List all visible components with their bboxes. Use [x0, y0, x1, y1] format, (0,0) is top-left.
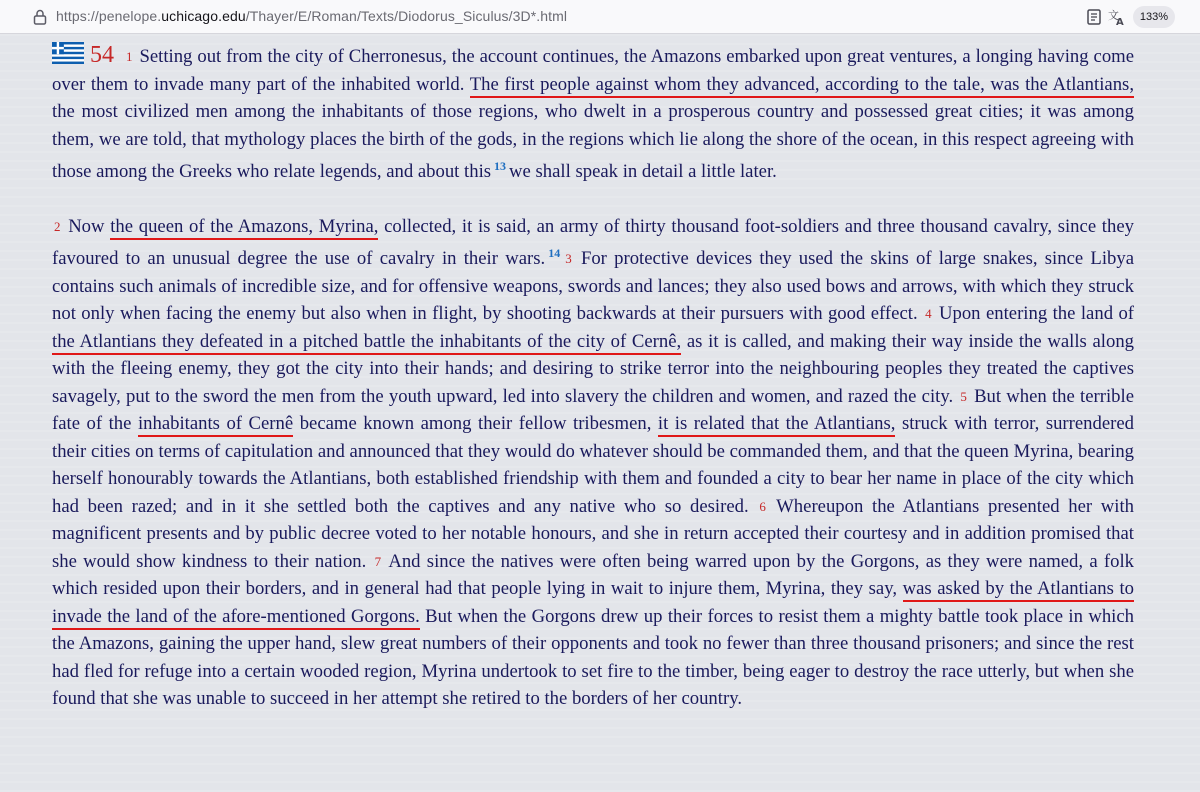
text-segment: became known among their fellow tribesmen, [299, 413, 652, 434]
text-segment: But when the terrible fate of the [52, 385, 1134, 434]
footnote-link-13[interactable]: 13 [494, 159, 507, 173]
section-number-5: 5 [960, 388, 967, 404]
text-segment: Whereupon the Atlantians presented her with magnificent presents and by public decree voted to her notable honours, and she in return accepted their courtesy and in addition promised that she would show kindness to their nation. [52, 495, 1135, 572]
translate-icon[interactable] [1107, 8, 1125, 26]
section-number-6: 6 [759, 498, 766, 514]
url-prefix: https://penelope. [56, 8, 162, 24]
chapter-number: 54 [90, 42, 114, 68]
svg-text:文: 文 [1108, 9, 1119, 22]
page-content [0, 34, 1200, 792]
highlighted-phrase: The first people against whom they advanced, according to the tale, was the Atlantians, [470, 74, 1134, 98]
text-segment: For protective devices they used the skins of large snakes, since Libya contains such animals of incredible size, and for offensive weapons, swords and lances; they also used bows and arrows, with which they struck not only when facing the enemy but also when in flight, by shooting backwards at their pursuers with good effect. [52, 248, 1135, 324]
article-text [52, 42, 1134, 713]
text-segment: But when the Gorgons drew up their forces to resist them a mighty battle took place in which the Amazons, gaining the upper hand, slew great numbers of their opponents and took no fewer than three thousand prisoners; and since the rest had fled for refuge into a certain wooded region, Myrina undertook to set fire to the timber, being eager to destroy the race utterly, but when she found that she was unable to succeed in her attempt she retired to the borders of her country. [52, 605, 1134, 709]
paragraph-1 [52, 42, 1134, 186]
url-path: /Thayer/E/Roman/Texts/Diodorus_Siculus/3D*.html [245, 8, 568, 24]
browser-toolbar [0, 0, 1200, 34]
highlighted-phrase: was asked by the Atlantians to invade the land of the afore-mentioned Gorgons. [52, 578, 1134, 630]
text-segment: we shall speak in detail a little later. [509, 161, 777, 182]
section-number-7: 7 [374, 553, 382, 569]
highlighted-phrase: the Atlantians they defeated in a pitched battle the inhabitants of the city of Cernê, [52, 331, 681, 355]
section-number-3: 3 [565, 251, 572, 266]
footnote-link-14[interactable]: 14 [548, 246, 561, 260]
highlighted-phrase: the queen of the Amazons, Myrina, [110, 216, 378, 240]
zoom-level-button[interactable]: 133% [1133, 6, 1175, 28]
section-number-1: 1 [125, 49, 133, 64]
paragraph-2 [52, 213, 1134, 713]
text-segment: collected, it is said, an army of thirty thousand foot-soldiers and three thousand cavalry, since they favoured to an unusual degree the use of cavalry in their wars. [52, 215, 1134, 269]
text-segment: Setting out from the city of Cherronesus, the account continues, the Amazons embarked upon great ventures, a longing having come over them to invade many part of the inhabited world. [52, 46, 1135, 95]
address-bar[interactable] [56, 8, 567, 24]
section-number-4: 4 [925, 306, 932, 321]
reader-view-icon[interactable] [1085, 8, 1103, 26]
svg-text:A: A [1116, 17, 1124, 26]
text-segment: struck with terror, surrendered their cities on terms of capitulation and announced that they would do whatever should be commanded them, and that the queen Myrina, bearing herself honourably towards the Atlantians, both established friendship with them and founded a city to bear her name in place of the city which had been razed; and in it she settled both the captives and any native who so desired. [52, 413, 1135, 517]
highlighted-phrase: it is related that the Atlantians, [658, 413, 896, 437]
url-host: uchicago.edu [161, 8, 246, 24]
section-number-2: 2 [54, 218, 61, 234]
greek-flag-icon[interactable] [52, 42, 84, 64]
text-segment: And since the natives were often being warred upon by the Gorgons, as they were named, a folk which resided upon their borders, and in general had that people lying in wait to injure them, Myrina, they say, [52, 550, 1135, 599]
text-segment: Now [68, 215, 105, 237]
text-segment: the most civilized men among the inhabitants of those regions, who dwelt in a prosperous country and possessed great cities; it was among them, we are told, that mythology places the birth of the gods, in the regions which lie along the shore of the ocean, in this respect agreeing with those among the Greeks who relate legends, and about this [52, 101, 1134, 182]
text-segment: as it is called, and making their way inside the walls along with the fleeing enemy, they got the city into their hands; and desiring to strike terror into the neighbouring peoples they treated the captives savagely, put to the sword the men from the youth upward, led into slavery the children and women, and razed the city. [52, 330, 1135, 407]
highlighted-phrase: inhabitants of Cernê [138, 413, 293, 437]
text-segment: Upon entering the land of [939, 303, 1135, 324]
lock-icon[interactable] [33, 9, 47, 25]
